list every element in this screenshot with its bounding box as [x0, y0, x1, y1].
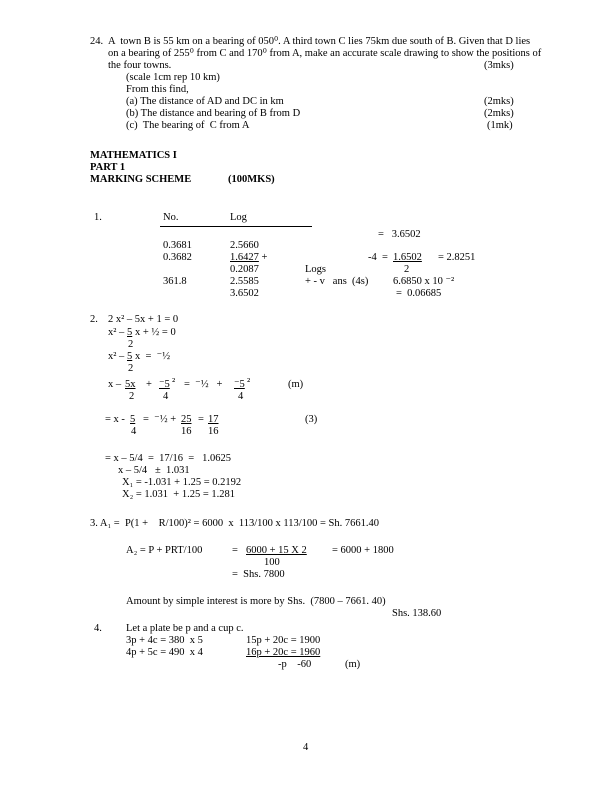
q24-line-1: A town B is 55 km on a bearing of 050⁰. A third town C lies 75km due south of B. Given that D lies	[108, 36, 531, 47]
q2-line-5-mark: (3)	[305, 414, 318, 425]
q4-number: 4.	[94, 623, 102, 634]
q2-line-9: X₂ = 1.031 + 1.25 = 1.281	[122, 489, 236, 500]
q1-row2-no: 0.3682	[163, 252, 192, 263]
q3-line-2a: A₂ = P + PRT/100	[126, 545, 203, 556]
q2-line-5-num2: 25	[181, 414, 192, 425]
q1-eq-value: = 2.8251	[438, 252, 476, 263]
q24-part-b-marks: (2mks)	[484, 108, 514, 119]
q1-scientific-value: 6.6850 x 10 ⁻²	[393, 276, 455, 287]
q2-line-3-denominator: 2	[128, 363, 134, 374]
doc-total-marks: (100MKS)	[228, 174, 275, 185]
q2-line-4-sq2: ²	[247, 377, 251, 388]
q24-marks-main: (3mks)	[484, 60, 514, 71]
q3-line-2b: = 6000 + 1800	[332, 545, 394, 556]
q1-row2-log-value: 1.6427	[230, 252, 259, 263]
q2-line-6: = x – 5/4 = 17/16 = 1.0625	[105, 453, 231, 464]
q1-row5-log: 3.6502	[230, 288, 259, 299]
q1-row3-log: 0.2087	[230, 264, 259, 275]
q1-number: 1.	[94, 212, 102, 223]
q2-line-4-sq1: ²	[172, 377, 176, 388]
q24-part-c-marks: (1mk)	[487, 120, 513, 131]
q1-row4-no: 361.8	[163, 276, 187, 287]
q2-line-5-num1: 5	[130, 414, 136, 425]
q1-row1-no: 0.3681	[163, 240, 192, 251]
q1-marks-note: + - v ans (4s)	[305, 276, 369, 287]
q3-line-2-eq: =	[232, 545, 238, 556]
q2-line-8: X₁ = -1.031 + 1.25 = 0.2192	[122, 477, 242, 488]
q2-line-5a: = x -	[105, 414, 125, 425]
q2-line-3-numerator: 5	[127, 351, 133, 362]
q24-line-2: on a bearing of 255⁰ from C and 170⁰ from A, make an accurate scale drawing to show the positions of	[108, 48, 542, 59]
q4-line-4a: -p -60	[278, 659, 312, 670]
q2-line-5-num3: 17	[208, 414, 219, 425]
q2-line-4-plus: +	[146, 379, 152, 390]
q24-scale-note: (scale 1cm rep 10 km)	[126, 72, 220, 83]
q24-number: 24.	[90, 36, 104, 47]
q3-line-3: = Shs. 7800	[232, 569, 285, 580]
q24-part-a: (a) The distance of AD and DC in km	[126, 96, 284, 107]
q1-result: = 0.06685	[396, 288, 442, 299]
q4-line-2b: 15p + 20c = 1900	[246, 635, 321, 646]
q3-line-4: Amount by simple interest is more by Shs. (7800 – 7661. 40)	[126, 596, 386, 607]
page-number: 4	[303, 742, 309, 753]
q2-line-5-den3: 16	[208, 426, 219, 437]
q2-line-4-mark: (m)	[288, 379, 304, 390]
q1-col-log: Log	[230, 212, 247, 223]
q1-frac-denominator: 2	[404, 264, 410, 275]
q24-part-c: (c) The bearing of C from A	[126, 120, 250, 131]
q1-neg4: -4 =	[368, 252, 388, 263]
q2-number: 2.	[90, 314, 98, 325]
q1-total-log: = 3.6502	[378, 229, 421, 240]
q2-line-2a: x² –	[108, 327, 125, 338]
q24-find-note: From this find,	[126, 84, 189, 95]
q1-table-rule	[160, 226, 312, 227]
q2-line-4-mid: = ⁻½ +	[184, 379, 223, 390]
q24-part-a-marks: (2mks)	[484, 96, 514, 107]
q4-line-3a: 4p + 5c = 490 x 4	[126, 647, 203, 658]
q2-line-4-num3: ⁻5	[234, 379, 245, 390]
q2-line-4-num1: 5x	[125, 379, 136, 390]
q3-fraction-numerator: 6000 + 15 X 2	[246, 545, 307, 556]
q2-line-4-den2: 4	[163, 391, 169, 402]
q2-line-3b: x = ⁻½	[135, 351, 171, 362]
q4-line-4-mark: (m)	[345, 659, 361, 670]
q2-line-4a: x –	[108, 379, 122, 390]
q2-line-5-den2: 16	[181, 426, 192, 437]
q3-fraction-denominator: 100	[264, 557, 280, 568]
q2-line-7: x – 5/4 ± 1.031	[118, 465, 190, 476]
q3-line-5: Shs. 138.60	[392, 608, 442, 619]
q2-line-2b: x + ½ = 0	[135, 327, 176, 338]
q2-line-1: 2 x² – 5x + 1 = 0	[108, 314, 179, 325]
q1-row1-log: 2.5660	[230, 240, 259, 251]
q2-line-2-numerator: 5	[127, 327, 133, 338]
q2-line-4-den3: 4	[238, 391, 244, 402]
doc-scheme: MARKING SCHEME	[90, 174, 192, 185]
q4-line-2a: 3p + 4c = 380 x 5	[126, 635, 203, 646]
q2-line-3a: x² –	[108, 351, 125, 362]
q2-line-4-den1: 2	[129, 391, 135, 402]
q4-line-1: Let a plate be p and a cup c.	[126, 623, 244, 634]
q1-row4-log: 2.5585	[230, 276, 259, 287]
q2-line-5-den1: 4	[131, 426, 137, 437]
q3-line-1: 3. A₁ = P(1 + R/100)² = 6000 x 113/100 x 113/100 = Sh. 7661.40	[90, 518, 380, 529]
q1-frac-numerator: 1.6502	[393, 252, 422, 263]
q2-line-4-num2: ⁻5	[159, 379, 170, 390]
q1-logs-label: Logs	[305, 264, 326, 275]
q1-plus-sign: +	[258, 252, 268, 263]
q2-line-5-mid: = ⁻½ +	[143, 414, 177, 425]
q1-col-no: No.	[163, 212, 179, 223]
doc-part: PART 1	[90, 162, 126, 173]
q24-line-3: the four towns.	[108, 60, 172, 71]
q1-row2-log	[230, 252, 267, 264]
q2-line-5-eq: =	[198, 414, 204, 425]
q4-line-3b: 16p + 20c = 1960	[246, 647, 321, 658]
q24-part-b: (b) The distance and bearing of B from D	[126, 108, 301, 119]
doc-title: MATHEMATICS I	[90, 150, 177, 161]
q2-line-2-denominator: 2	[128, 339, 134, 350]
